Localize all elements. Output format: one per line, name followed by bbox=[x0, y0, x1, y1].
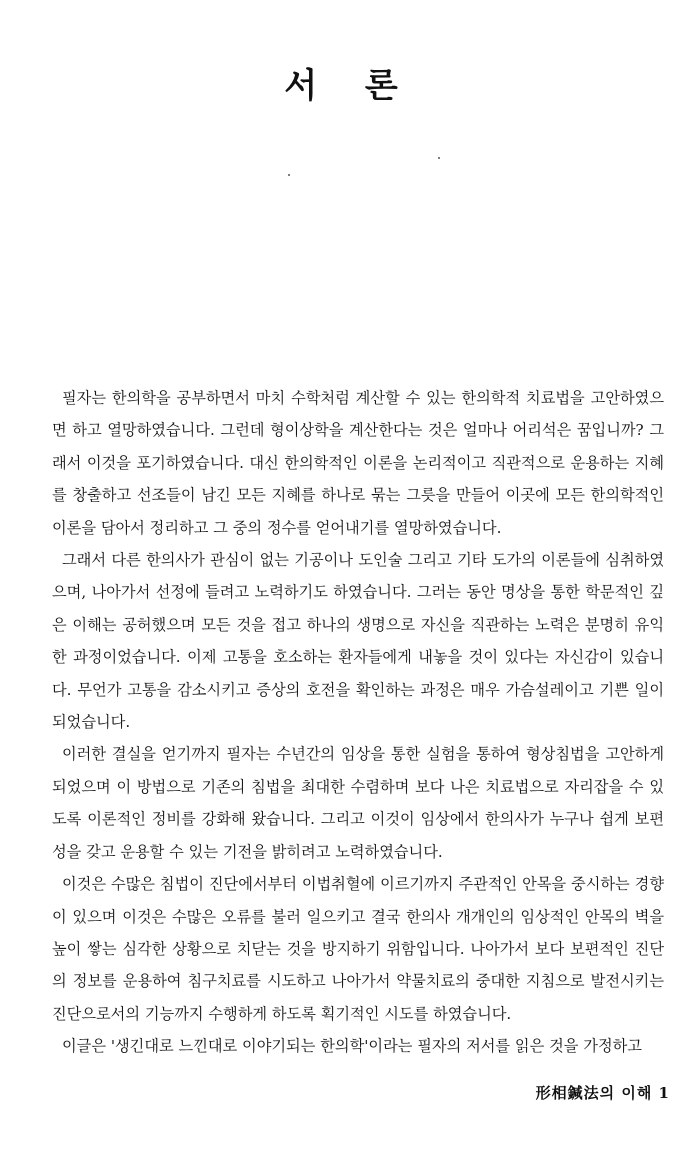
paragraph-1: 필자는 한의학을 공부하면서 마치 수학처럼 계산할 수 있는 한의학적 치료법을 고안하였으면 하고 열망하였습니다. 그런데 형이상학을 계산한다는 것은 얼마나 어리석은 꿈입니까? 그래서 이것을 포기하였습니다. 대신 한의학적인 이론을 논리적이고 직관적으로 운용하는 지혜를 창출하고 선조들이 남긴 모든 지혜를 하나로 묶는 그릇을 만들어 이곳에 모든 한의학적인 이론을 담아서 정리하고 그 중의 정수를 얻어내기를 열망하였습니다. bbox=[52, 389, 664, 537]
paragraph-3: 이러한 결실을 얻기까지 필자는 수년간의 임상을 통한 실험을 통하여 형상침법을 고안하게 되었으며 이 방법으로 기존의 침법을 최대한 수렴하며 보다 나은 치료법으로 자리잡을 수 있도록 이론적인 정비를 강화해 왔습니다. 그리고 이것이 임상에서 한의사가 누구나 쉽게 보편성을 갖고 운용할 수 있는 기전을 밝히려고 노력하였습니다. bbox=[52, 745, 664, 861]
page-footer: 形相鍼法의 이해 1 bbox=[535, 1084, 670, 1102]
paragraph-2: 그래서 다른 한의사가 관심이 없는 기공이나 도인술 그리고 기타 도가의 이론들에 심취하였으며, 나아가서 선정에 들려고 노력하기도 하였습니다. 그러는 동안 명상을 통한 학문적인 깊은 이해는 공허했으며 모든 것을 접고 하나의 생명으로 자신을 직관하는 노력은 분명히 유익한 과정이었습니다. 이제 고통을 호소하는 환자들에게 내놓을 것이 있다는 자신감이 있습니다. 무언가 고통을 감소시키고 증상의 호전을 확인하는 과정은 매우 가슴설레이고 기쁜 일이 되었습니다. bbox=[52, 551, 664, 732]
page-title: 서 론 bbox=[284, 66, 416, 106]
paragraph-5: 이글은 '생긴대로 느낀대로 이야기되는 한의학'이라는 필자의 저서를 읽은 것을 가정하고 bbox=[62, 1037, 642, 1056]
scan-speck bbox=[288, 174, 290, 176]
paragraph-4: 이것은 수많은 침법이 진단에서부터 이법취혈에 이르기까지 주관적인 안목을 중시하는 경향이 있으며 이것은 수많은 오류를 불러 일으키고 결국 한의사 개개인의 임상적인 안목의 벽을 높이 쌓는 심각한 상황으로 치닫는 것을 방지하기 위함입니다. 나아가서 보다 보편적인 진단의 정보를 운용하여 침구치료를 시도하고 나아가서 약물치료의 중대한 지침으로 발전시키는 진단으로서의 기능까지 수행하게 하도록 획기적인 시도를 하였습니다. bbox=[52, 875, 664, 1023]
body-text bbox=[52, 382, 664, 1063]
scan-speck bbox=[438, 157, 440, 159]
